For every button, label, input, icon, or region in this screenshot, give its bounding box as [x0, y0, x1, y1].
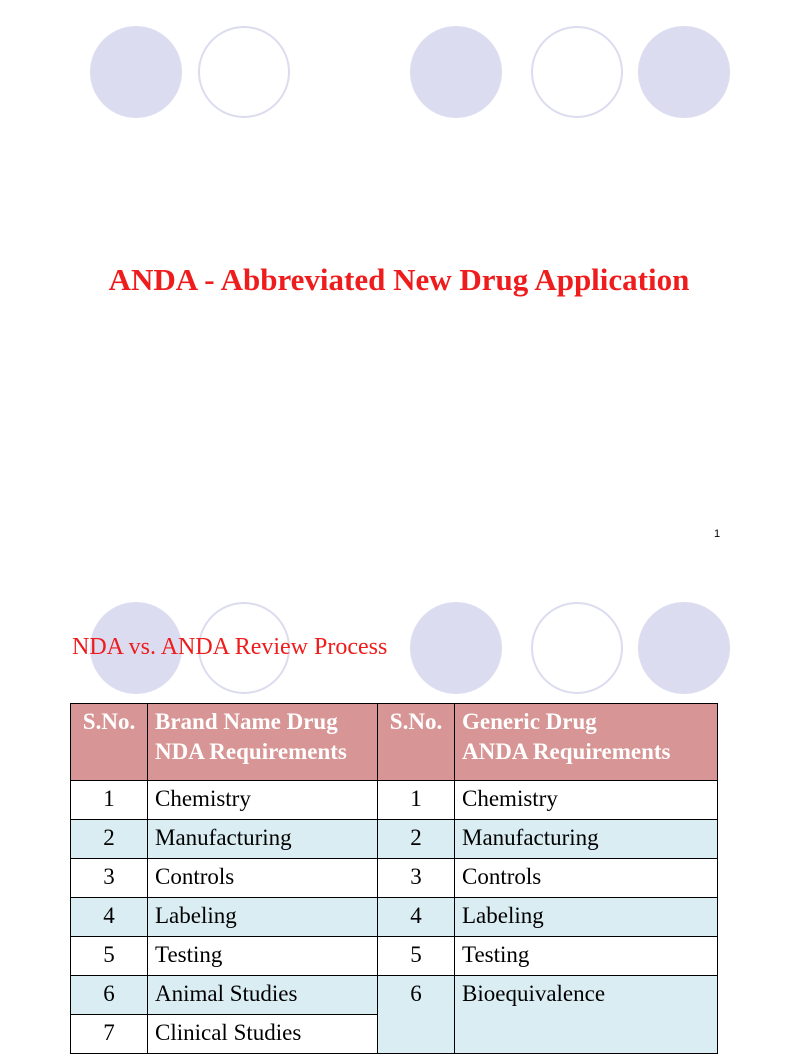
- header-generic-line2: ANDA Requirements: [462, 739, 671, 764]
- table-row: [71, 859, 718, 898]
- slide-2-title: NDA vs. ANDA Review Process: [72, 634, 388, 660]
- header-sno-right: S.No.: [378, 704, 455, 781]
- header-brand-line2: NDA Requirements: [155, 739, 347, 764]
- decorative-circle-outline: [531, 602, 623, 694]
- decorative-circle-filled: [410, 602, 502, 694]
- generic-requirement-cell: Controls: [455, 859, 718, 898]
- sno-right-cell: 6: [378, 976, 455, 1054]
- brand-requirement-cell: Testing: [148, 937, 378, 976]
- brand-requirement-cell: Labeling: [148, 898, 378, 937]
- generic-requirement-cell: Testing: [455, 937, 718, 976]
- generic-requirement-cell: Bioequivalence: [455, 976, 718, 1054]
- decorative-circle-filled: [638, 26, 730, 118]
- brand-requirement-cell: Chemistry: [148, 781, 378, 820]
- header-sno-left: S.No.: [71, 704, 148, 781]
- decorative-circle-filled: [638, 602, 730, 694]
- decorative-circle-filled: [90, 26, 182, 118]
- table-row: [71, 781, 718, 820]
- sno-right-cell: 2: [378, 820, 455, 859]
- brand-requirement-cell: Animal Studies: [148, 976, 378, 1015]
- sno-left-cell: 6: [71, 976, 148, 1015]
- table-row: [71, 976, 718, 1015]
- table-header-row: [71, 704, 718, 781]
- header-brand-drug: [148, 704, 378, 781]
- sno-left-cell: 7: [71, 1015, 148, 1054]
- page-number: 1: [714, 528, 721, 540]
- sno-right-cell: 3: [378, 859, 455, 898]
- slide-1-title: ANDA - Abbreviated New Drug Application: [108, 262, 690, 297]
- brand-requirement-cell: Controls: [148, 859, 378, 898]
- slide-2: [0, 576, 768, 1045]
- table-row: [71, 898, 718, 937]
- sno-right-cell: 1: [378, 781, 455, 820]
- generic-requirement-cell: Labeling: [455, 898, 718, 937]
- generic-requirement-cell: Manufacturing: [455, 820, 718, 859]
- generic-requirement-cell: Chemistry: [455, 781, 718, 820]
- sno-left-cell: 3: [71, 859, 148, 898]
- sno-left-cell: 4: [71, 898, 148, 937]
- sno-left-cell: 5: [71, 937, 148, 976]
- header-generic-line1: Generic Drug: [462, 709, 597, 734]
- brand-requirement-cell: Manufacturing: [148, 820, 378, 859]
- sno-left-cell: 1: [71, 781, 148, 820]
- decorative-circle-outline: [198, 26, 290, 118]
- header-generic-drug: [455, 704, 718, 781]
- decorative-circle-filled: [410, 26, 502, 118]
- sno-right-cell: 5: [378, 937, 455, 976]
- header-brand-line1: Brand Name Drug: [155, 709, 338, 734]
- brand-requirement-cell: Clinical Studies: [148, 1015, 378, 1054]
- decorative-circle-outline: [531, 26, 623, 118]
- requirements-table: [70, 703, 718, 1054]
- table-row: [71, 937, 718, 976]
- sno-right-cell: 4: [378, 898, 455, 937]
- sno-left-cell: 2: [71, 820, 148, 859]
- table-row: [71, 820, 718, 859]
